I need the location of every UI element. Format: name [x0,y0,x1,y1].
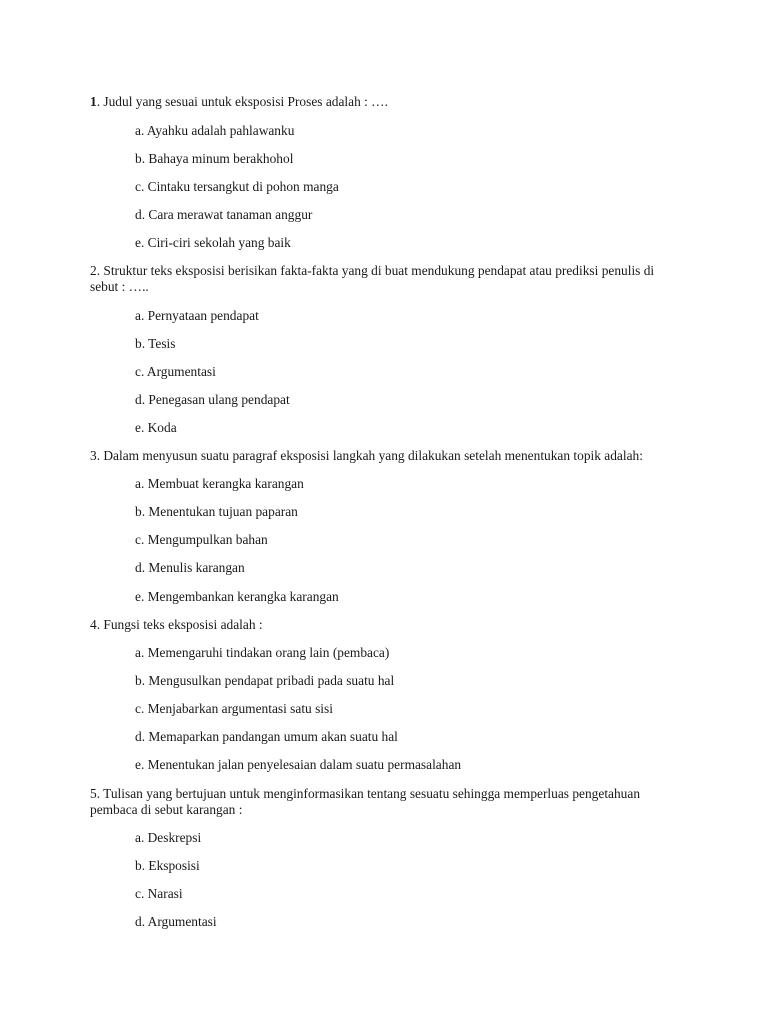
question-4: 4. Fungsi teks eksposisi adalah : [90,617,263,632]
option-4e: e. Menentukan jalan penyelesaian dalam suatu permasalahan [135,757,462,772]
question-3: 3. Dalam menyusun suatu paragraf eksposisi langkah yang dilakukan setelah menentukan topik adalah: [90,448,643,463]
option-4c: c. Menjabarkan argumentasi satu sisi [135,701,333,716]
option-3c: c. Mengumpulkan bahan [135,532,268,547]
option-4b: b. Mengusulkan pendapat pribadi pada suatu hal [135,673,395,688]
option-1e: e. Ciri-ciri sekolah yang baik [135,235,291,250]
option-1c: c. Cintaku tersangkut di pohon manga [135,179,339,194]
option-2c: c. Argumentasi [135,364,216,379]
option-5b: b. Eksposisi [135,858,200,873]
option-2b: b. Tesis [135,336,176,351]
option-3b: b. Menentukan tujuan paparan [135,504,298,519]
option-2a: a. Pernyataan pendapat [135,308,259,323]
question-number: 1 [90,94,97,109]
question-text: . Judul yang sesuai untuk eksposisi Proses adalah : …. [96,94,388,109]
option-1b: b. Bahaya minum berakhohol [135,151,294,166]
option-5c: c. Narasi [135,886,183,901]
question-5: 5. Tulisan yang bertujuan untuk menginformasikan tentang sesuatu sehingga memperluas pengetahuan pembaca di sebut karangan : [90,786,641,817]
option-3e: e. Mengembankan kerangka karangan [135,589,339,604]
question-2: 2. Struktur teks eksposisi berisikan fakta-fakta yang di buat mendukung pendapat atau prediksi penulis di sebut : ….. [90,263,655,294]
option-5d: d. Argumentasi [135,914,217,929]
option-1d: d. Cara merawat tanaman anggur [135,207,313,222]
option-5a: a. Deskrepsi [135,830,202,845]
option-1a: a. Ayahku adalah pahlawanku [135,123,295,138]
option-2d: d. Penegasan ulang pendapat [135,392,290,407]
option-4a: a. Memengaruhi tindakan orang lain (pembaca) [135,645,390,660]
option-3a: a. Membuat kerangka karangan [135,476,304,491]
option-2e: e. Koda [135,420,177,435]
option-3d: d. Menulis karangan [135,560,245,575]
option-4d: d. Memaparkan pandangan umum akan suatu hal [135,729,398,744]
question-1 [90,94,690,110]
